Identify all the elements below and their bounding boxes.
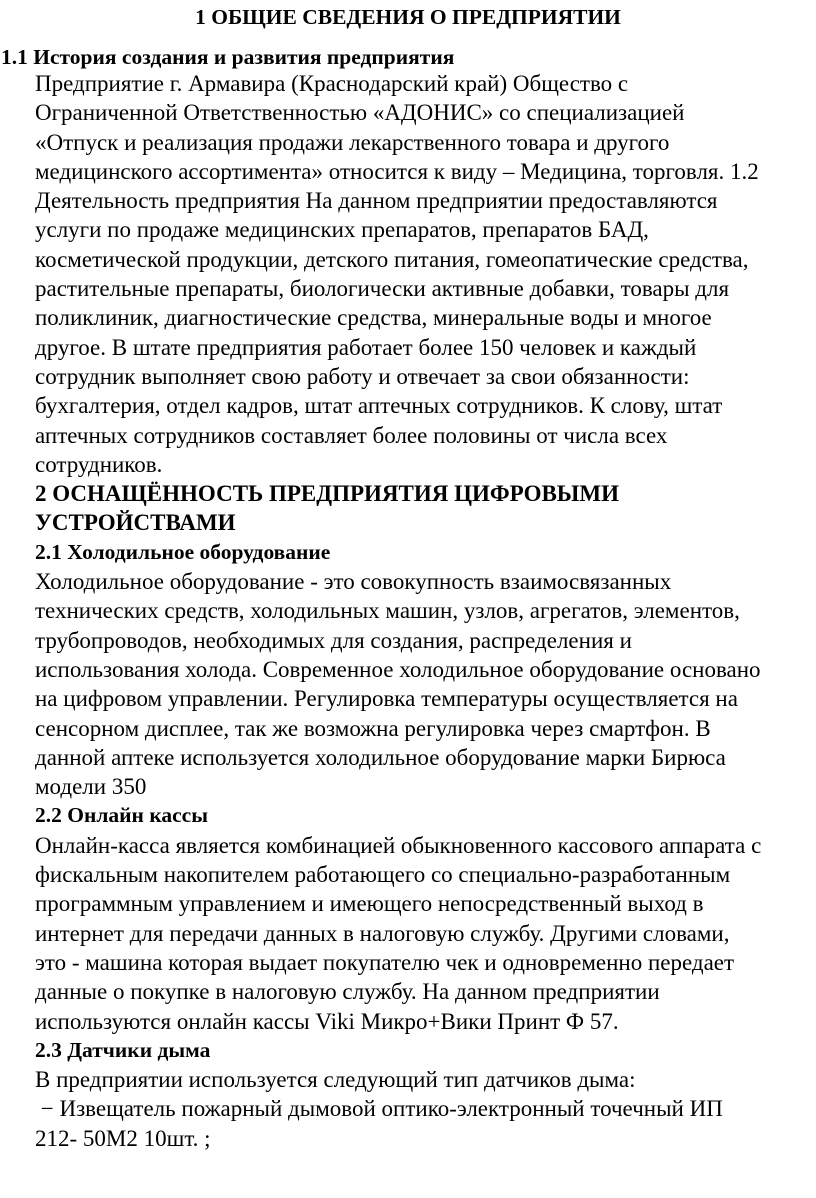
paragraph-line: сотрудников. xyxy=(35,451,163,477)
section-2-1-heading: 2.1 Холодильное оборудование xyxy=(35,539,331,564)
paragraph-line: бухгалтерия, отдел кадров, штат аптечных сотрудников. К слову, штат xyxy=(35,393,723,419)
paragraph-line: медицинского ассортимента» относится к виду – Медицина, торговля. 1.2 xyxy=(35,158,759,184)
paragraph-line: Деятельность предприятия На данном предприятии предоставляются xyxy=(35,188,718,214)
paragraph-line: поликлиник, диагностические средства, минеральные воды и многое xyxy=(35,305,712,331)
paragraph-line: аптечных сотрудников составляет более половины от числа всех xyxy=(35,422,668,448)
paragraph-line: Предприятие г. Армавира (Краснодарский край) Общество с xyxy=(35,71,629,96)
paragraph-line: растительные препараты, биологически активные добавки, товары для xyxy=(35,276,730,302)
paragraph-line: В предприятии используется следующий тип датчиков дыма: xyxy=(35,1067,636,1093)
paragraph-line: данные о покупке в налоговую службу. На данном предприятии xyxy=(35,979,660,1005)
page-title: 1 ОБЩИЕ СВЕДЕНИЯ О ПРЕДПРИЯТИИ xyxy=(195,5,621,29)
paragraph-line: трубопроводов, необходимых для создания, распределения и xyxy=(35,627,632,653)
paragraph-line: модели 350 xyxy=(35,774,147,800)
paragraph-line: программным управлением и имеющего непосредственный выход в xyxy=(35,891,704,917)
paragraph-line: другое. В штате предприятия работает более 150 человек и каждый xyxy=(35,334,697,360)
section-1-1-body xyxy=(35,69,816,1153)
paragraph-line: услуги по продаже медицинских препаратов, препаратов БАД, xyxy=(35,217,649,243)
paragraph-line: интернет для передачи данных в налоговую службу. Другими словами, xyxy=(35,920,730,946)
paragraph-line: используются онлайн кассы Viki Микро+Вики Принт Ф 57. xyxy=(35,1008,619,1034)
paragraph-line: данной аптеке используется холодильное оборудование марки Бирюса xyxy=(35,744,726,770)
section-2-heading-line-1: 2 ОСНАЩЁННОСТЬ ПРЕДПРИЯТИЯ ЦИФРОВЫМИ xyxy=(35,481,619,507)
paragraph-line: на цифровом управлении. Регулировка температуры осуществляется на xyxy=(35,686,738,712)
paragraph-line: Ограниченной Ответственностью «АДОНИС» со специализацией xyxy=(35,100,685,126)
paragraph-line: технических средств, холодильных машин, узлов, агрегатов, элементов, xyxy=(35,598,740,624)
paragraph-line: сенсорном дисплее, так же возможна регулировка через смартфон. В xyxy=(35,715,711,741)
paragraph-line: Онлайн-касса является комбинацией обыкновенного кассового аппарата с xyxy=(35,832,762,858)
section-2-3-heading: 2.3 Датчики дыма xyxy=(35,1037,211,1062)
paragraph-line: это - машина которая выдает покупателю чек и одновременно передает xyxy=(35,949,735,975)
paragraph-line: косметической продукции, детского питания, гомеопатические средства, xyxy=(35,246,749,272)
paragraph-line: использования холода. Современное холодильное оборудование основано xyxy=(35,656,761,682)
section-2-heading-line-2: УСТРОЙСТВАМИ xyxy=(35,510,236,536)
paragraph-line: 212- 50М2 10шт. ; xyxy=(35,1125,211,1151)
paragraph-line: «Отпуск и реализация продажи лекарственного товара и другого xyxy=(35,129,670,155)
section-1-1-heading: 1.1 История создания и развития предприятия xyxy=(1,45,455,69)
list-item: − Извещатель пожарный дымовой оптико-электронный точечный ИП xyxy=(35,1096,723,1122)
section-2-2-heading: 2.2 Онлайн кассы xyxy=(35,803,209,828)
paragraph-line: Холодильное оборудование - это совокупность взаимосвязанных xyxy=(35,569,672,595)
paragraph-line: фискальным накопителем работающего со специально-разработанным xyxy=(35,862,731,888)
paragraph-line: сотрудник выполняет свою работу и отвечает за свои обязанности: xyxy=(35,363,690,389)
